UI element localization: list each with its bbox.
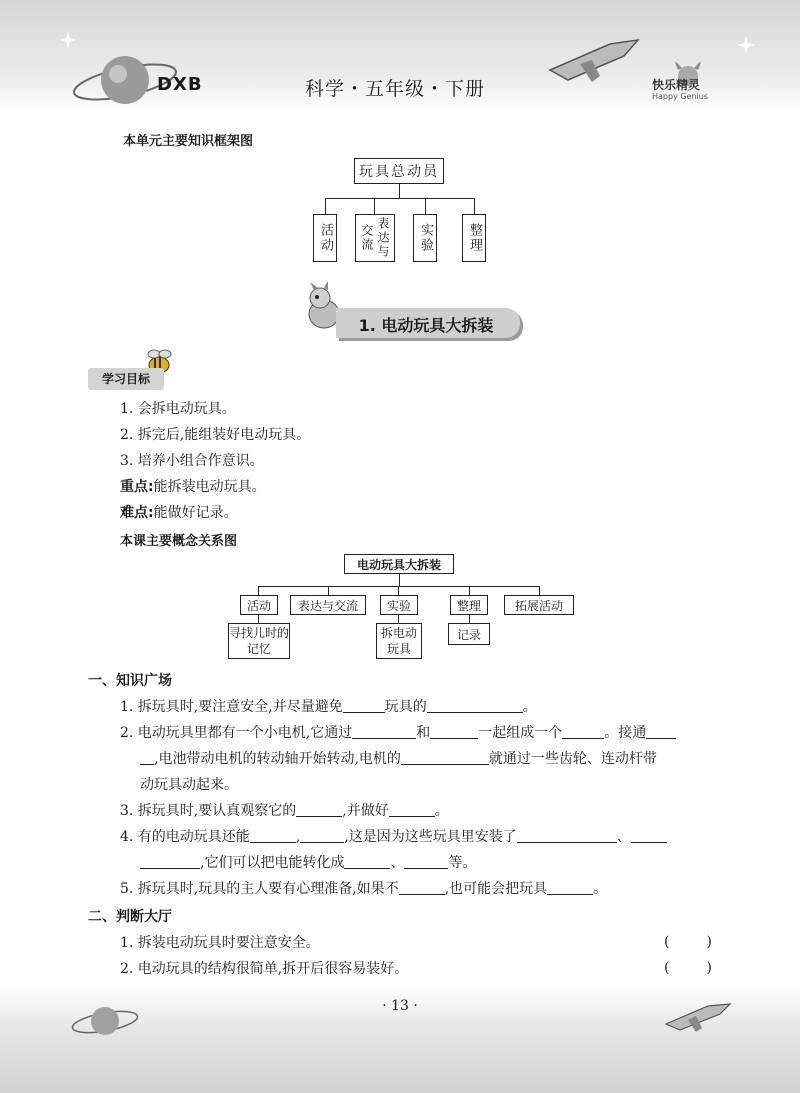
unit-framework-heading: 本单元主要知识框架图 [123, 134, 254, 149]
answer-blank[interactable] [140, 750, 154, 765]
concept-node: 表达与交流 [290, 595, 366, 615]
star-icon [60, 32, 76, 48]
answer-blank[interactable] [300, 828, 344, 843]
answer-blank[interactable] [344, 854, 390, 869]
happy-genius-logo: 快乐精灵 Happy Genius [650, 62, 726, 110]
concept-subnode: 寻找儿时的记忆 [228, 623, 290, 659]
concept-node: 整理 [450, 595, 488, 615]
key-point: 重点:能拆装电动玩具。 [120, 479, 266, 495]
difficult-point: 难点:能做好记录。 [120, 505, 238, 521]
framework-node: 活动 [313, 214, 337, 262]
concept-subnode: 拆电动玩具 [376, 623, 422, 659]
concept-node: 活动 [240, 595, 278, 615]
answer-blank[interactable] [399, 880, 445, 895]
planet-icon [70, 1000, 140, 1044]
question-4: 4. 有的电动玩具还能 , ,这是因为这些玩具里安装了 、 [120, 828, 667, 846]
answer-blank[interactable] [547, 880, 593, 895]
framework-root: 玩具总动员 [354, 158, 444, 184]
answer-parentheses[interactable]: ( ) [664, 934, 712, 950]
lesson-title: 1. 电动玩具大拆装 [358, 316, 494, 335]
page-title: 科学・五年级・下册 [304, 78, 485, 100]
answer-blank[interactable] [389, 802, 435, 817]
answer-blank[interactable] [140, 854, 200, 869]
answer-blank[interactable] [427, 698, 523, 713]
goal-item: 3. 培养小组合作意识。 [120, 453, 264, 469]
space-shuttle-icon [660, 996, 736, 1036]
concept-node: 拓展活动 [504, 595, 574, 615]
answer-blank[interactable] [343, 698, 385, 713]
framework-node: 整理 [462, 214, 486, 262]
framework-node: 表达与交流 [355, 214, 395, 262]
question-1: 1. 拆玩具时,要注意安全,并尽量避免 玩具的 。 [120, 699, 537, 715]
brand-label: DXB [157, 74, 203, 95]
page-number: · 13 · [382, 998, 418, 1014]
answer-blank[interactable] [250, 828, 296, 843]
answer-blank[interactable] [352, 724, 416, 739]
concept-subnode: 记录 [448, 623, 490, 645]
section-title: 一、知识广场 [88, 673, 172, 689]
learning-goals-badge: 学习目标 [88, 368, 164, 390]
answer-blank[interactable] [631, 828, 667, 843]
answer-blank[interactable] [296, 802, 342, 817]
concept-map-heading: 本课主要概念关系图 [120, 534, 238, 549]
question-2: 2. 电动玩具里都有一个小电机,它通过 和 一起组成一个 。接通 [120, 724, 676, 742]
answer-blank[interactable] [401, 750, 489, 765]
answer-blank[interactable] [430, 724, 478, 739]
question-5: 5. 拆玩具时,玩具的主人要有心理准备,如果不 ,也可能会把玩具 。 [120, 881, 608, 897]
answer-blank[interactable] [517, 828, 617, 843]
framework-node: 实验 [413, 214, 437, 262]
question-3: 3. 拆玩具时,要认真观察它的 ,并做好 。 [120, 803, 449, 819]
question-2-cont: ,电池带动电机的转动轴开始转动,电机的 就通过一些齿轮、连动杆带 [140, 750, 657, 768]
judgement-item: 1. 拆装电动玩具时要注意安全。 [120, 935, 320, 951]
answer-blank[interactable] [562, 724, 604, 739]
answer-blank[interactable] [404, 854, 448, 869]
star-icon [737, 36, 755, 54]
concept-root: 电动玩具大拆装 [344, 554, 454, 574]
judgement-item: 2. 电动玩具的结构很简单,拆开后很容易装好。 [120, 961, 409, 977]
question-4-cont: ,它们可以把电能转化成 、 等。 [140, 854, 476, 872]
question-2-cont: 动玩具动起来。 [140, 777, 238, 793]
section-title: 二、判断大厅 [88, 909, 172, 925]
answer-parentheses[interactable]: ( ) [664, 960, 712, 976]
concept-node: 实验 [380, 595, 418, 615]
goal-item: 1. 会拆电动玩具。 [120, 401, 236, 417]
space-shuttle-icon [540, 30, 650, 90]
answer-blank[interactable] [646, 724, 676, 739]
goal-item: 2. 拆完后,能组装好电动玩具。 [120, 427, 311, 443]
